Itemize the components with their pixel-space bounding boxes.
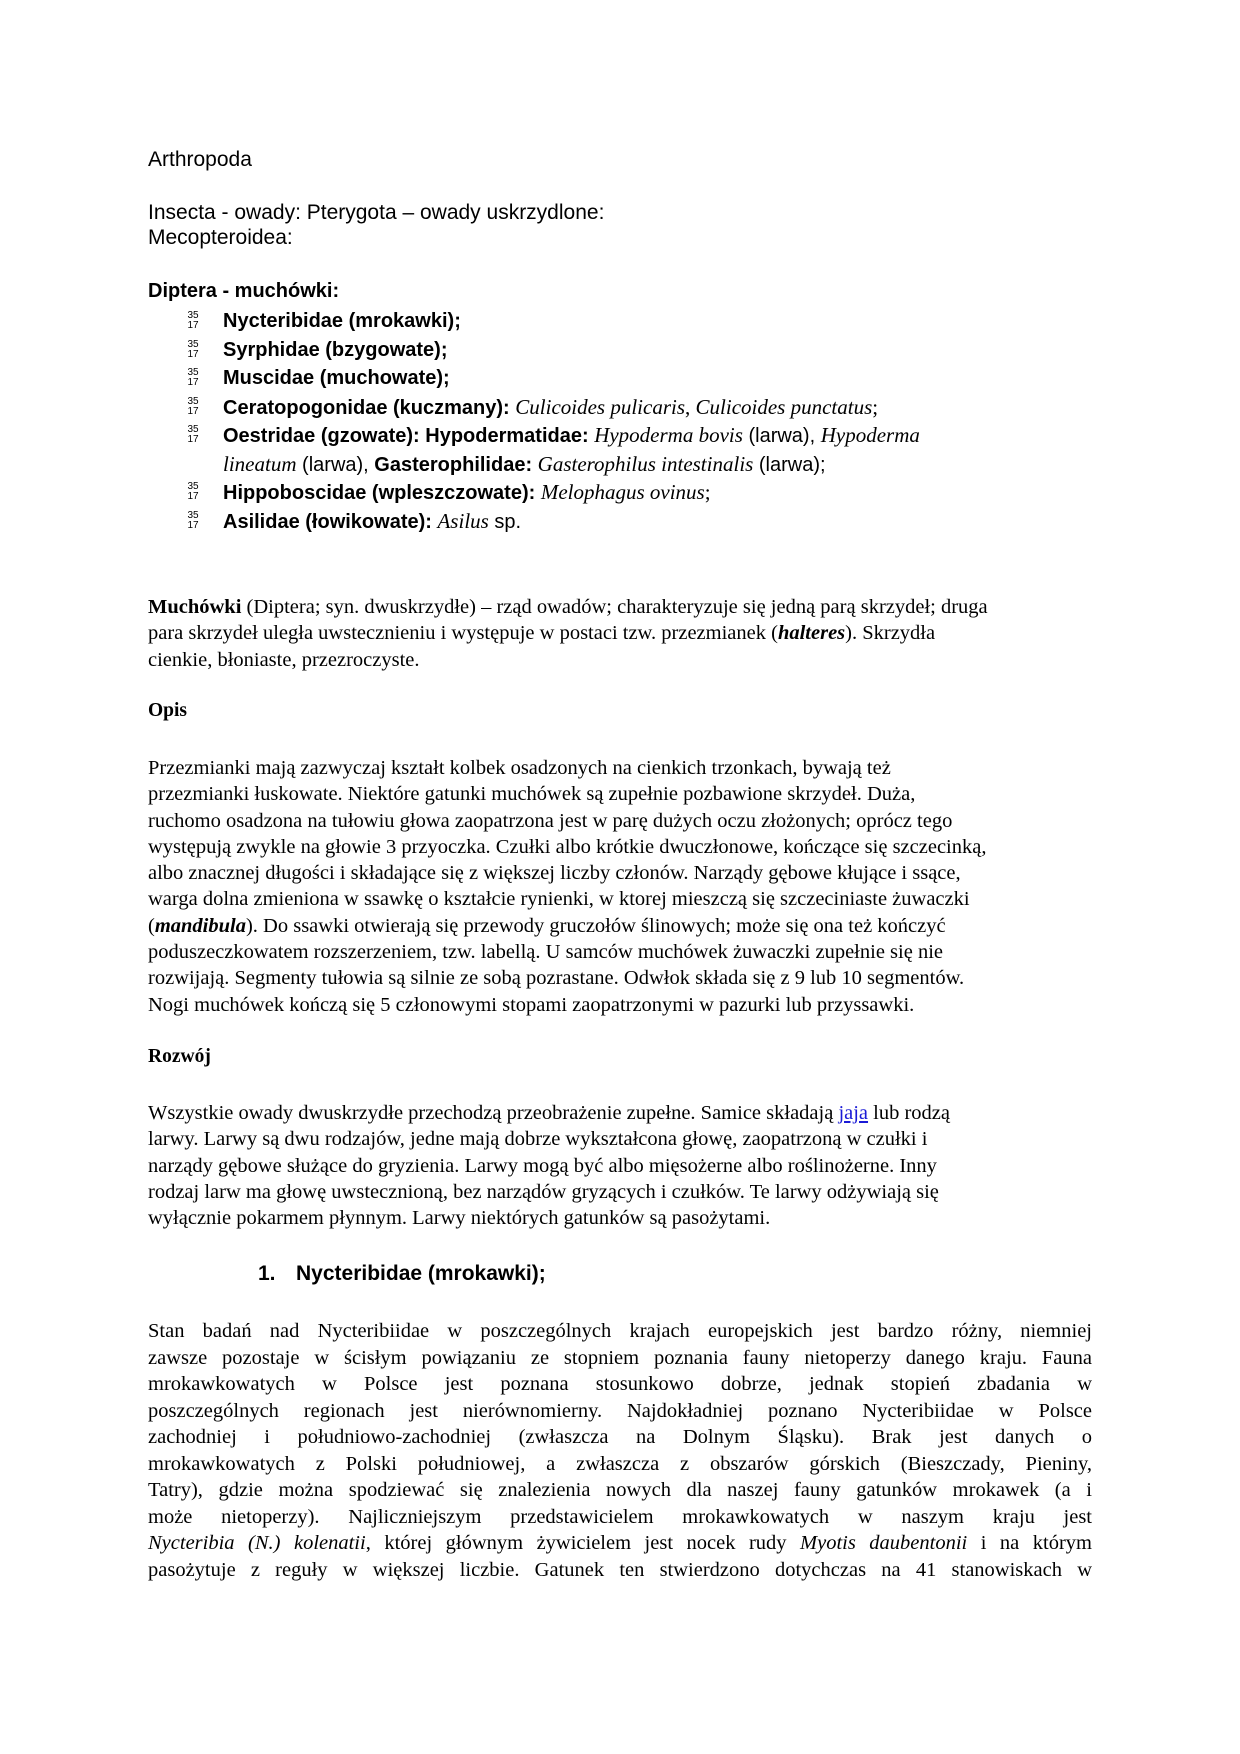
bullet-glyph-icon: 35 17: [187, 310, 199, 331]
species-name: Culicoides punctatus: [695, 394, 873, 419]
family-name: Asilidae (łowikowate):: [223, 510, 438, 533]
family-name: Syrphidae (bzygowate);: [223, 338, 448, 361]
section-heading-rozwoj: Rozwój: [148, 1046, 211, 1067]
taxonomy-line-1: Insecta - owady: Pterygota – owady uskrzydlone:: [148, 201, 605, 224]
species-name: Nycteribia (N.) kolenatii: [148, 1532, 366, 1554]
species-name: Hypoderma: [820, 423, 920, 447]
family-name: Hippoboscidae (wpleszczowate):: [223, 482, 541, 504]
bullet-glyph-icon: 35 17: [187, 367, 199, 388]
order-heading: Diptera - muchówki:: [148, 280, 340, 302]
species-name: Melophagus ovinus: [540, 480, 705, 504]
family-name: Ceratopogonidae (kuczmany):: [223, 396, 516, 419]
term-bold: Muchówki: [148, 596, 242, 618]
document-page: Arthropoda Insecta - owady: Pterygota – owady uskrzydlone: Mecopteroidea: Diptera - muchówki: 35 17 Nycteribidae (mrokawki); 35 17 Syrphidae (bzygowate); 35 17 Muscidae (muchowate); 35 17 Ceratopogonidae (kuczmany): Culicoides pulicaris, Culicoides punctatus; 35 17 Oestridae (gzowate): Hypodermatidae: Hypoderma bovis (larwa), Hypoderma lineatum (larwa), Gasterophilidae: Gasterophilus intestinalis (larwa); 35 17 Hippoboscidae (wpleszczowate): Melophagus ovinus; 35 17 Asilidae (łowikowate): Asilus sp. Muchówki (Diptera; syn. dwuskrzydłe) – rząd owadów; charakteryzuje się jedną parą skrzydeł; druga para skrzydeł uległa uwstecznieniu i występuje w postaci tzw. przezmianek (halteres). Skrzydła cienkie, błoniaste, przezroczyste. Opis Przezmianki mają zazwyczaj kształt kolbek osadzonych na cienkich trzonkach, bywają też przezmianki łuskowate. Niektóre gatunki muchówek są zupełnie pozbawione skrzydeł. Duża, ruchomo osadzona na tułowiu głowa zaopatrzona jest w parę dużych oczu złożonych; oprócz tego występują zwykle na głowie 3 przyoczka. Czułki albo krótkie dwuczłonowe, kończące się szczecinką, albo znacznej długości i składające się z większej liczby członów. Narządy gębowe kłujące i ssące, warga dolna zmieniona w ssawkę o kształcie rynienki, w ktorej mieszczą się szczeciniaste żuwaczki (mandibula). Do ssawki otwierają się przewody gruczołów ślinowych; może się ona też kończyć poduszeczkowatem rozszerzeniem, tzw. labellą. U samców muchówek żuwaczki zupełnie się nie rozwijają. Segmenty tułowia są silnie ze sobą pozrastane. Odwłok składa się z 9 lub 10 segmentów. Nogi muchówek kończą się 5 członowymi stopami zaopatrzonymi w pazurki lub przyssawki. Rozwój Wszystkie owady dwuskrzydłe przechodzą przeobrażenie zupełne. Samice składają jaja lub rodzą larwy. Larwy są dwu rodzajów, jedne mają dobrze wykształcona głowę, zaopatrzoną w czułki i narządy gębowe służące do gryzienia. Larwy mogą być albo mięsożerne albo roślinożerne. Inny rodzaj larw ma głowę uwstecznioną, bez narządów gryzących i czułków. Te larwy odżywiają się wyłącznie pokarmem płynnym. Larwy niektórych gatunków są pasożytami. 1. Nycteribidae (mrokawki); Stan badań nad Nycteribiidae w poszczególnych krajach europejskich jest bardzo różny, niemniej zawsze pozostaje w ścisłym powiązaniu ze stopniem poznania fauny nietoperzy danego kraju. Fauna mrokawkowatych w Polsce jest poznana stosunkowo dobrze, jednak stopień zbadania w poszczególnych regionach jest nierównomierny. Najdokładniej poznano Nycteribiidae w Polsce zachodniej i południowo-zachodniej (zwłaszcza na Dolnym Śląsku). Brak jest danych o mrokawkowatych z Polski południowej, a zwłaszcza z obszarów górskich (Bieszczady, Pieniny, Tatry), gdzie można spodziewać się znalezienia nowych dla naszej fauny gatunków mrokawek (a i może nietoperzy). Najliczniejszym przedstawicielem mrokawkowatych w naszym kraju jest Nycteribia (N.) kolenatii, której głównym żywicielem jest nocek rudy Myotis daubentonii i na którym pasożytuje z reguły w większej liczbie. Gatunek ten stwierdzono dotychczas na 41 stanowiskach w: [0, 0, 1240, 1754]
section-1-paragraph: Stan badań nad Nycteribiidae w poszczególnych krajach europejskich jest bardzo różny, niemniej zawsze pozostaje w ścisłym powiązaniu ze stopniem poznania fauny nietoperzy danego kraju. Fauna mrokawkowatych w Polsce jest poznana stosunkowo dobrze, jednak stopień zbadania w poszczególnych regionach jest nierównomierny. Najdokładniej poznano Nycteribiidae w Polsce zachodniej i południowo-zachodniej (zwłaszcza na Dolnym Śląsku). Brak jest danych o mrokawkowatych z Polski południowej, a zwłaszcza z obszarów górskich (Bieszczady, Pieniny, Tatry), gdzie można spodziewać się znalezienia nowych dla naszej fauny gatunków mrokawek (a i może nietoperzy). Najliczniejszym przedstawicielem mrokawkowatych w naszym kraju jest Nycteribia (N.) kolenatii, której głównym żywicielem jest nocek rudy Myotis daubentonii i na którym pasożytuje z reguły w większej liczbie. Gatunek ten stwierdzono dotychczas na 41 stanowiskach w: [148, 1320, 1092, 1581]
species-name: Culicoides pulicaris: [515, 394, 686, 419]
bullet-glyph-icon: 35 17: [187, 424, 199, 445]
species-name: Asilus: [437, 508, 489, 533]
bullet-glyph-icon: 35 17: [187, 395, 199, 417]
rozwoj-paragraph: Wszystkie owady dwuskrzydłe przechodzą przeobrażenie zupełne. Samice składają jaja lub rodzą larwy. Larwy są dwu rodzajów, jedne mają dobrze wykształcona głowę, zaopatrzoną w czułki i narządy gębowe służące do gryzienia. Larwy mogą być albo mięsożerne albo roślinożerne. Inny rodzaj larw ma głowę uwstecznioną, bez narządów gryzących i czułków. Te larwy odżywiają się wyłącznie pokarmem płynnym. Larwy niektórych gatunków są pasożytami.: [148, 1102, 951, 1230]
species-name: Myotis daubentonii: [800, 1532, 968, 1554]
document-title: Arthropoda: [148, 148, 252, 171]
opis-paragraph: Przezmianki mają zazwyczaj kształt kolbek osadzonych na cienkich trzonkach, bywają też przezmianki łuskowate. Niektóre gatunki muchówek są zupełnie pozbawione skrzydeł. Duża, ruchomo osadzona na tułowiu głowa zaopatrzona jest w parę dużych oczu złożonych; oprócz tego występują zwykle na głowie 3 przyoczka. Czułki albo krótkie dwuczłonowe, kończące się szczecinką, albo znacznej długości i składające się z większej liczby członów. Narządy gębowe kłujące i ssące, warga dolna zmieniona w ssawkę o kształcie rynienki, w ktorej mieszczą się szczeciniaste żuwaczki (mandibula). Do ssawki otwierają się przewody gruczołów ślinowych; może się ona też kończyć poduszeczkowatem rozszerzeniem, tzw. labellą. U samców muchówek żuwaczki zupełnie się nie rozwijają. Segmenty tułowia są silnie ze sobą pozrastane. Odwłok składa się z 9 lub 10 segmentów. Nogi muchówek kończą się 5 członowymi stopami zaopatrzonymi w pazurki lub przyssawki.: [148, 757, 987, 1016]
section-heading-opis: Opis: [148, 700, 188, 721]
bullet-glyph-icon: 35 17: [187, 338, 199, 360]
species-name: lineatum: [223, 452, 297, 476]
family-name: Gasterophilidae:: [374, 454, 538, 476]
family-name: Muscidae (muchowate);: [223, 367, 450, 389]
term-italic: halteres: [777, 622, 846, 645]
species-name: Hypoderma bovis: [594, 423, 743, 447]
jaja-link[interactable]: jaja: [838, 1102, 869, 1124]
bullet-glyph-icon: 35 17: [187, 509, 199, 531]
bullet-glyph-icon: 35 17: [187, 481, 199, 502]
intro-paragraph: Muchówki (Diptera; syn. dwuskrzydłe) – rząd owadów; charakteryzuje się jedną parą skrzydeł; druga para skrzydeł uległa uwstecznieniu i występuje w postaci tzw. przezmianek (halteres). Skrzydła cienkie, błoniaste, przezroczyste.: [148, 596, 988, 671]
species-name: Gasterophilus intestinalis: [537, 452, 754, 476]
section-1-heading: 1. Nycteribidae (mrokawki);: [258, 1262, 546, 1285]
term-italic: mandibula: [154, 914, 246, 937]
family-name: Oestridae (gzowate): Hypodermatidae:: [223, 425, 595, 447]
family-name: Nycteribidae (mrokawki);: [223, 310, 461, 332]
taxonomy-line-2: Mecopteroidea:: [148, 226, 293, 249]
